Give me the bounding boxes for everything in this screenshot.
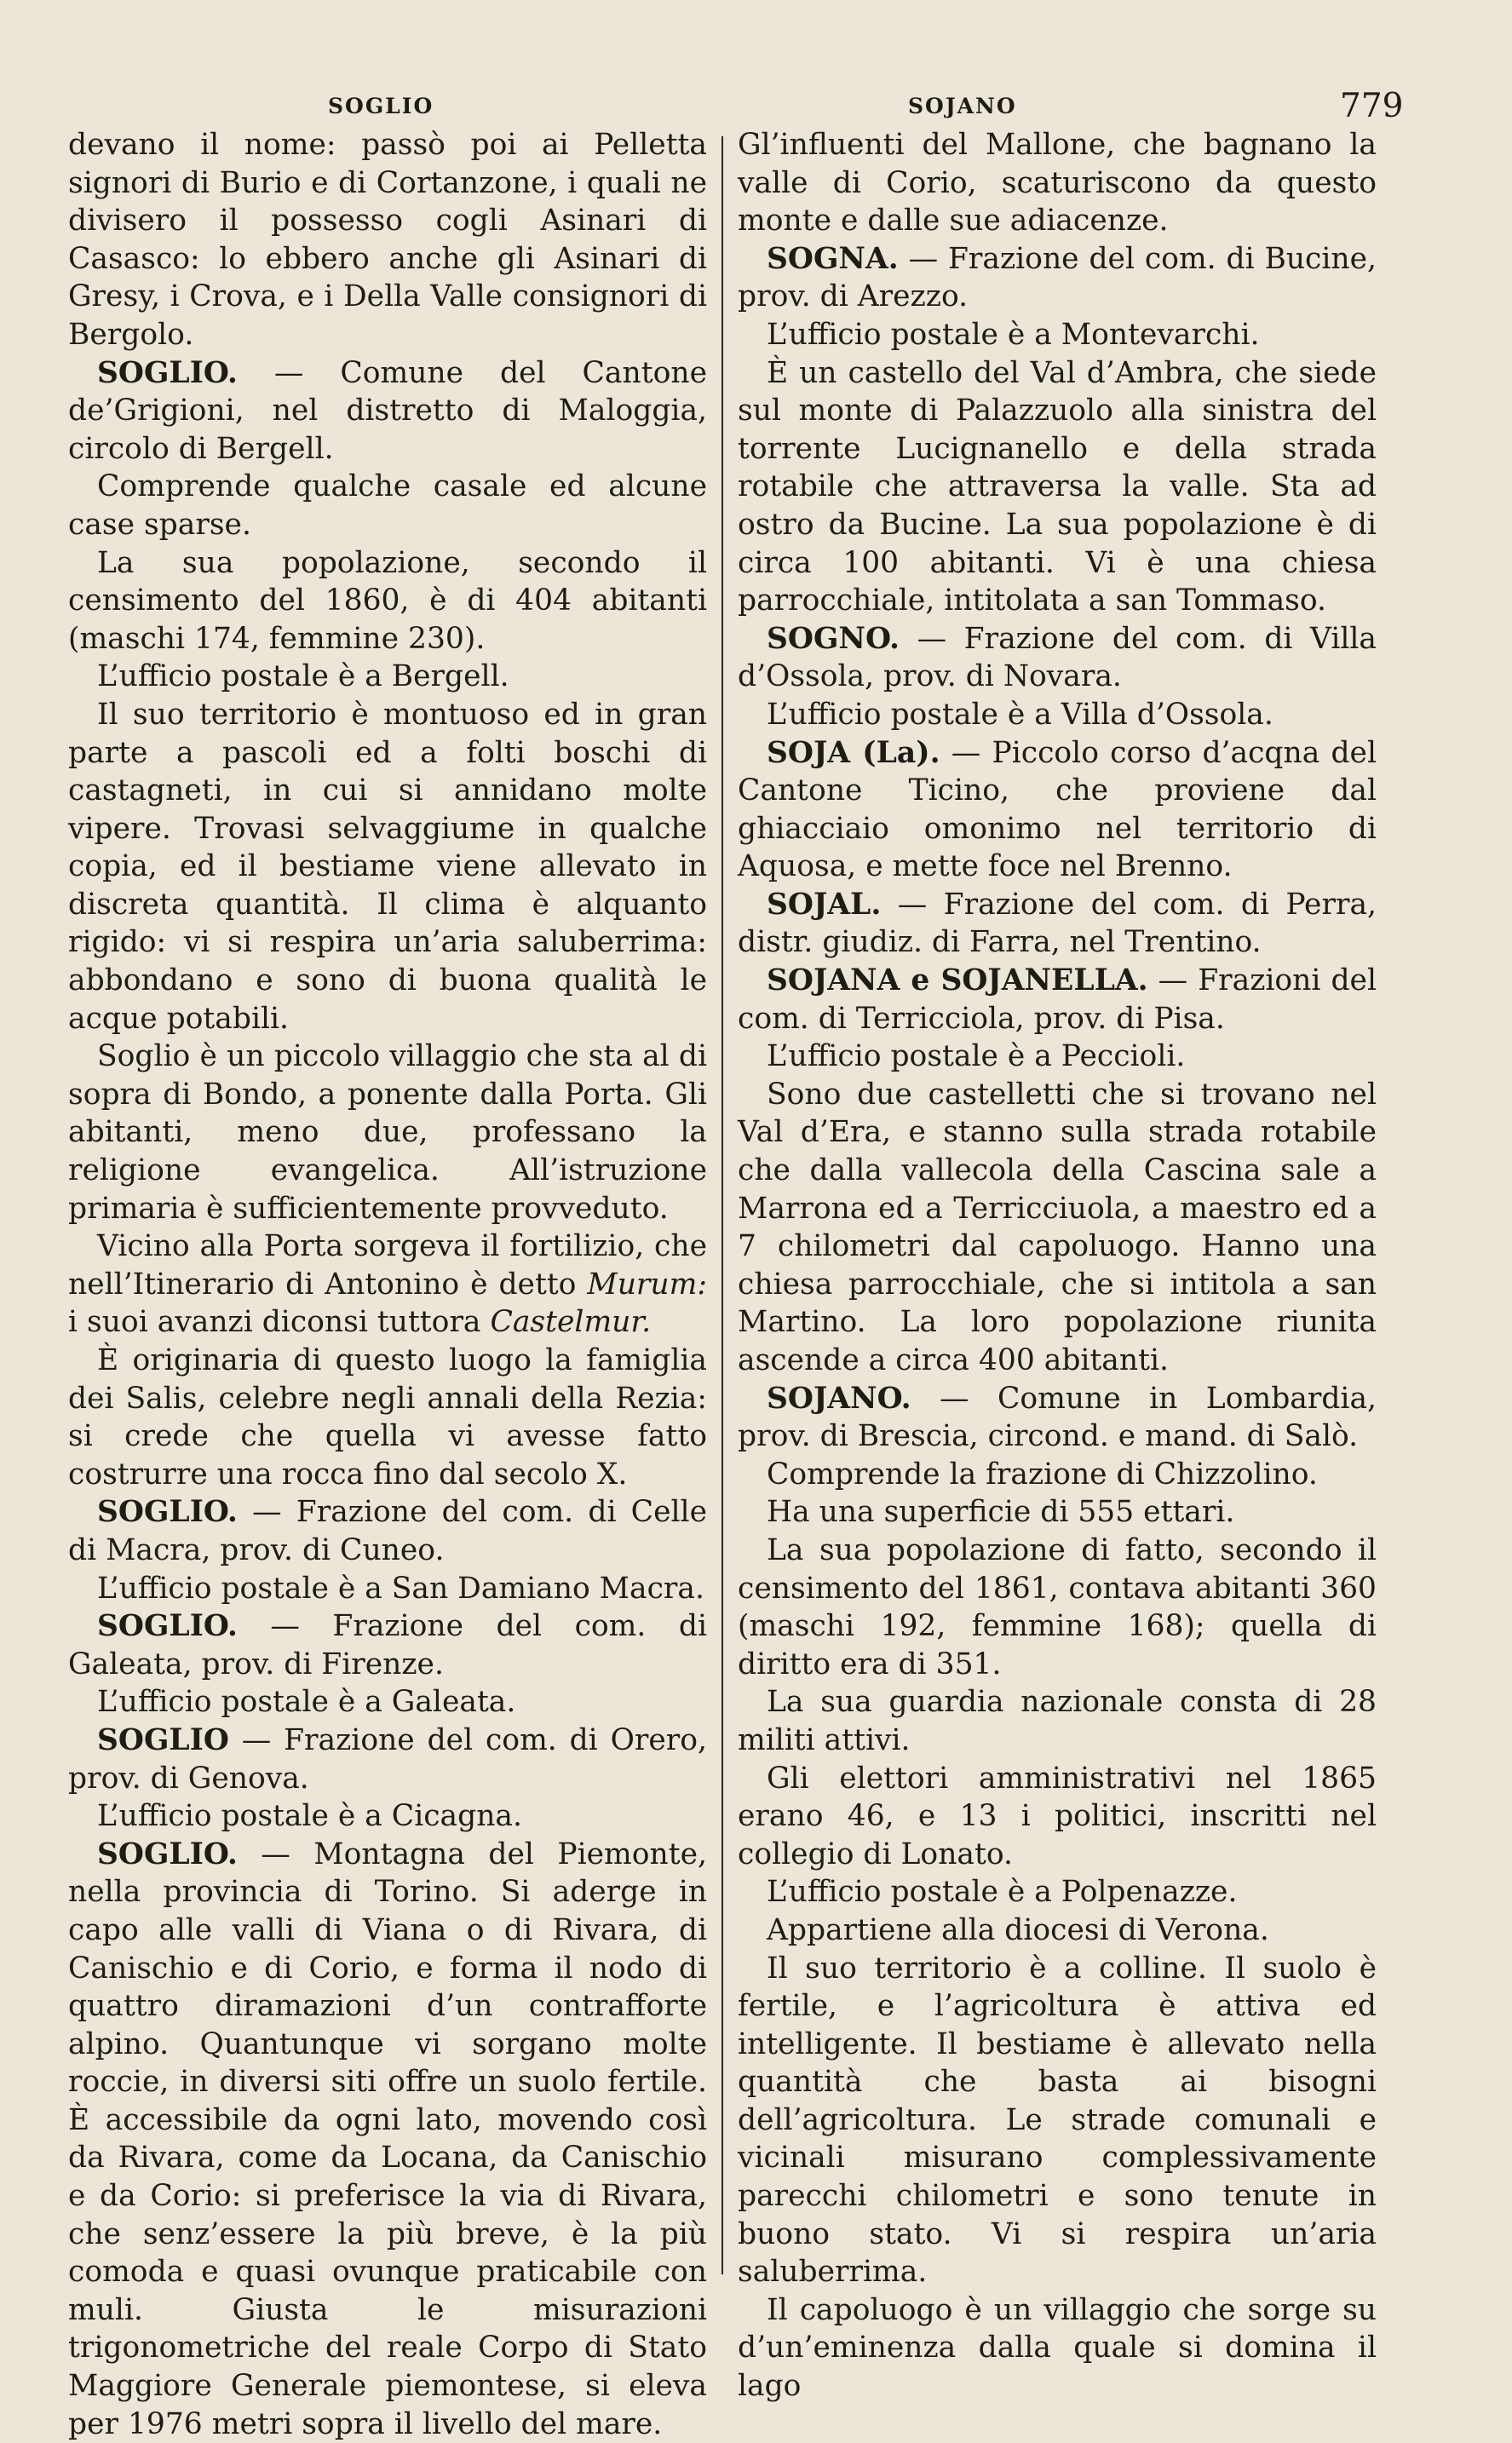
entry-headword: SOJANO.	[767, 1381, 911, 1416]
entry-text: L’ufficio postale è a San Damiano Macra.	[97, 1571, 704, 1606]
entry-headword: SOGNA.	[767, 241, 899, 276]
entry-headword: SOJAL.	[767, 887, 882, 922]
paragraph	[68, 1227, 707, 1342]
paragraph	[738, 696, 1377, 734]
entry-text: — Frazione del com. di Orero, prov. di Genova.	[68, 1722, 707, 1796]
paragraph	[738, 1683, 1377, 1759]
paragraph	[738, 1076, 1377, 1380]
running-title-right: SOJANO	[908, 94, 1017, 118]
entry-text: Gl’influenti del Mallone, che bagnano la valle di Corio, scaturiscono da questo monte e dalle sue adiacenze.	[738, 128, 1377, 239]
entry-text: Il suo territorio è montuoso ed in gran parte a pascoli ed a folti boschi di castagneti, in cui si annidano molte vipere. Trovasi selvaggiume in qualche copia, ed il bestiame viene allevato in discreta quantità. Il clima è alquanto rigido: vi si respira un’aria saluberrima: abbondano e sono di buona qualità le acque potabili.	[68, 697, 707, 1036]
entry-text: L’ufficio postale è a Polpenazze.	[767, 1875, 1238, 1910]
paragraph	[738, 1911, 1377, 1950]
entry-text: — Frazione del com. di Celle di Macra, prov. di Cuneo.	[68, 1495, 707, 1567]
entry-text: L’ufficio postale è a Montevarchi.	[767, 317, 1260, 352]
entry-text: — Piccolo corso d’acqna del Cantone Ticino, che proviene dal ghiacciaio omonimo nel territorio di Aquosa, e mette foce nel Brenno.	[738, 735, 1377, 884]
entry-text: L’ufficio postale è a Bergell.	[97, 659, 509, 694]
entry-text: — Comune del Cantone de’Grigioni, nel distretto di Maloggia, circolo di Bergell.	[68, 355, 707, 466]
italic-term: Murum:	[587, 1267, 707, 1302]
entry-text: L’ufficio postale è a Peccioli.	[767, 1039, 1186, 1074]
paragraph	[68, 1607, 707, 1683]
entry-text: devano il nome: passò poi ai Pelletta signori di Burio e di Cortanzone, i quali ne divisero il possesso cogli Asinari di Casasco: lo ebbero anche gli Asinari di Gresy, i Crova, e i Della Valle consignori di Bergolo.	[68, 128, 707, 352]
paragraph	[738, 2291, 1377, 2406]
paragraph	[68, 658, 707, 696]
paragraph	[738, 620, 1377, 696]
entry-text: Vicino alla Porta sorgeva il fortilizio, che nell’Itinerario di Antonino è detto	[68, 1229, 707, 1302]
entry-text: — Frazione del com. di Perra, distr. giudiz. di Farra, nel Trentino.	[738, 887, 1377, 960]
paragraph	[738, 126, 1377, 240]
paragraph	[68, 544, 707, 658]
paragraph	[738, 316, 1377, 354]
entry-text: È un castello del Val d’Ambra, che siede sul monte di Palazzuolo alla sinistra del torrente Lucignanello e della strada rotabile che attraversa la valle. Sta ad ostro da Bucine. La sua popolazione è di circa 100 abitanti. Vi è una chiesa parrocchiale, intitolata a san Tommaso.	[738, 355, 1377, 618]
paragraph	[68, 1038, 707, 1227]
entry-headword: SOGNO.	[767, 621, 900, 656]
entry-headword: SOGLIO.	[97, 1495, 238, 1530]
entry-text: Comprende qualche casale ed alcune case sparse.	[68, 469, 707, 542]
paragraph	[738, 1760, 1377, 1874]
paragraph	[738, 1950, 1377, 2291]
entry-text: Comprende la frazione di Chizzolino.	[767, 1457, 1318, 1492]
entry-text: Appartiene alla diocesi di Verona.	[767, 1912, 1269, 1947]
entry-text: i suoi avanzi diconsi tuttora	[68, 1305, 491, 1340]
entry-text: — Comune in Lombardia, prov. di Brescia, circond. e mand. di Salò.	[738, 1381, 1377, 1454]
paragraph	[68, 1722, 707, 1797]
entry-headword: SOGLIO.	[97, 1837, 238, 1871]
entry-text: Sono due castelletti che si trovano nel Val d’Era, e stanno sulla strada rotabile che dalla vallecola della Cascina sale a Marrona ed a Terricciuola, a maestro ed a 7 chilometri dal capoluogo. Hanno una chiesa parrocchiale, che si intitola a san Martino. La loro popolazione riunita ascende a circa 400 abitanti.	[738, 1077, 1377, 1377]
entry-text: — Frazioni del com. di Terricciola, prov. di Pisa.	[738, 963, 1377, 1036]
paragraph	[738, 886, 1377, 962]
entry-text: Ha una superficie di 555 ettari.	[767, 1495, 1235, 1530]
entry-headword: SOGLIO.	[97, 355, 238, 390]
paragraph	[68, 126, 707, 354]
entry-text: — Frazione del com. di Bucine, prov. di Arezzo.	[738, 241, 1377, 314]
paragraph	[738, 962, 1377, 1038]
italic-term: Castelmur.	[490, 1305, 652, 1340]
paragraph	[738, 240, 1377, 316]
paragraph	[68, 1570, 707, 1608]
entry-text: La sua popolazione di fatto, secondo il censimento del 1861, contava abitanti 360 (maschi 192, femmine 168); quella di diritto era di 351.	[738, 1532, 1377, 1681]
entry-text: Il capoluogo è un villaggio che sorge su d’un’eminenza dalla quale si domina il lago	[738, 2292, 1377, 2404]
paragraph	[738, 1532, 1377, 1683]
paragraph	[738, 1493, 1377, 1532]
entry-text: Soglio è un piccolo villaggio che sta al di sopra di Bondo, a ponente dalla Porta. Gli abitanti, meno due, professano la religione evangelica. All’istruzione primaria è sufficientemente provveduto.	[68, 1039, 707, 1226]
entry-text: La sua guardia nazionale consta di 28 militi attivi.	[738, 1685, 1377, 1757]
paragraph	[738, 1873, 1377, 1911]
paragraph	[68, 1836, 707, 2443]
entry-headword: SOGLIO	[97, 1722, 229, 1757]
entry-text: — Frazione del com. di Galeata, prov. di Firenze.	[68, 1609, 707, 1681]
paragraph	[68, 354, 707, 468]
paragraph	[738, 1456, 1377, 1494]
entry-text: Gli elettori amministrativi nel 1865 erano 46, e 13 i politici, inscritti nel collegio di Lonato.	[738, 1761, 1377, 1871]
entry-text: È originaria di questo luogo la famiglia dei Salis, celebre negli annali della Rezia: si crede che quella vi avesse fatto costrurre una rocca fino dal secolo X.	[68, 1343, 707, 1492]
paragraph	[738, 354, 1377, 620]
entry-headword: SOJANA e SOJANELLA.	[767, 963, 1148, 998]
entry-text: L’ufficio postale è a Cicagna.	[97, 1799, 522, 1834]
entry-text: — Montagna del Piemonte, nella provincia di Torino. Si aderge in capo alle valli di Viana o di Rivara, di Canischio e di Corio, e forma il nodo di quattro diramazioni d’un contrafforte alpino. Quantunque vi sorgano molte roccie, in diversi siti offre un suolo fertile. È accessibile da ogni lato, movendo così da Rivara, come da Locana, da Canischio e da Corio: si preferisce la via di Rivara, che senz’essere la più breve, è la più comoda e quasi ovunque praticabile con muli. Giusta le misurazioni trigonometriche del reale Corpo di Stato Maggiore Generale piemontese, si eleva per 1976 metri sopra il livello del mare.	[68, 1837, 707, 2441]
left-column	[68, 126, 707, 2443]
entry-text: L’ufficio postale è a Villa d’Ossola.	[767, 697, 1273, 732]
paragraph	[68, 1342, 707, 1493]
right-column	[738, 126, 1377, 2406]
column-divider	[722, 136, 723, 2274]
paragraph	[68, 696, 707, 1038]
paragraph	[738, 734, 1377, 886]
entry-headword: SOJA (La).	[767, 735, 940, 770]
running-title-left: SOGLIO	[328, 94, 434, 118]
paragraph	[68, 1493, 707, 1569]
paragraph	[738, 1380, 1377, 1456]
entry-text: L’ufficio postale è a Galeata.	[97, 1685, 516, 1720]
entry-text: La sua popolazione, secondo il censimento del 1860, è di 404 abitanti (maschi 174, femmine 230).	[68, 545, 707, 656]
entry-text: — Frazione del com. di Villa d’Ossola, prov. di Novara.	[738, 621, 1377, 694]
entry-text: Il suo territorio è a colline. Il suolo è fertile, e l’agricoltura è attiva ed intelligente. Il bestiame è allevato nella quantità che basta ai bisogni dell’agricoltura. Le strade comunali e vicinali misurano complessivamente parecchi chilometri e sono tenute in buono stato. Vi si respira un’aria saluberrima.	[738, 1951, 1377, 2290]
paragraph	[68, 468, 707, 543]
page-number: 779	[1340, 87, 1404, 125]
paragraph	[68, 1797, 707, 1836]
paragraph	[68, 1683, 707, 1722]
paragraph	[738, 1038, 1377, 1076]
entry-headword: SOGLIO.	[97, 1609, 238, 1644]
